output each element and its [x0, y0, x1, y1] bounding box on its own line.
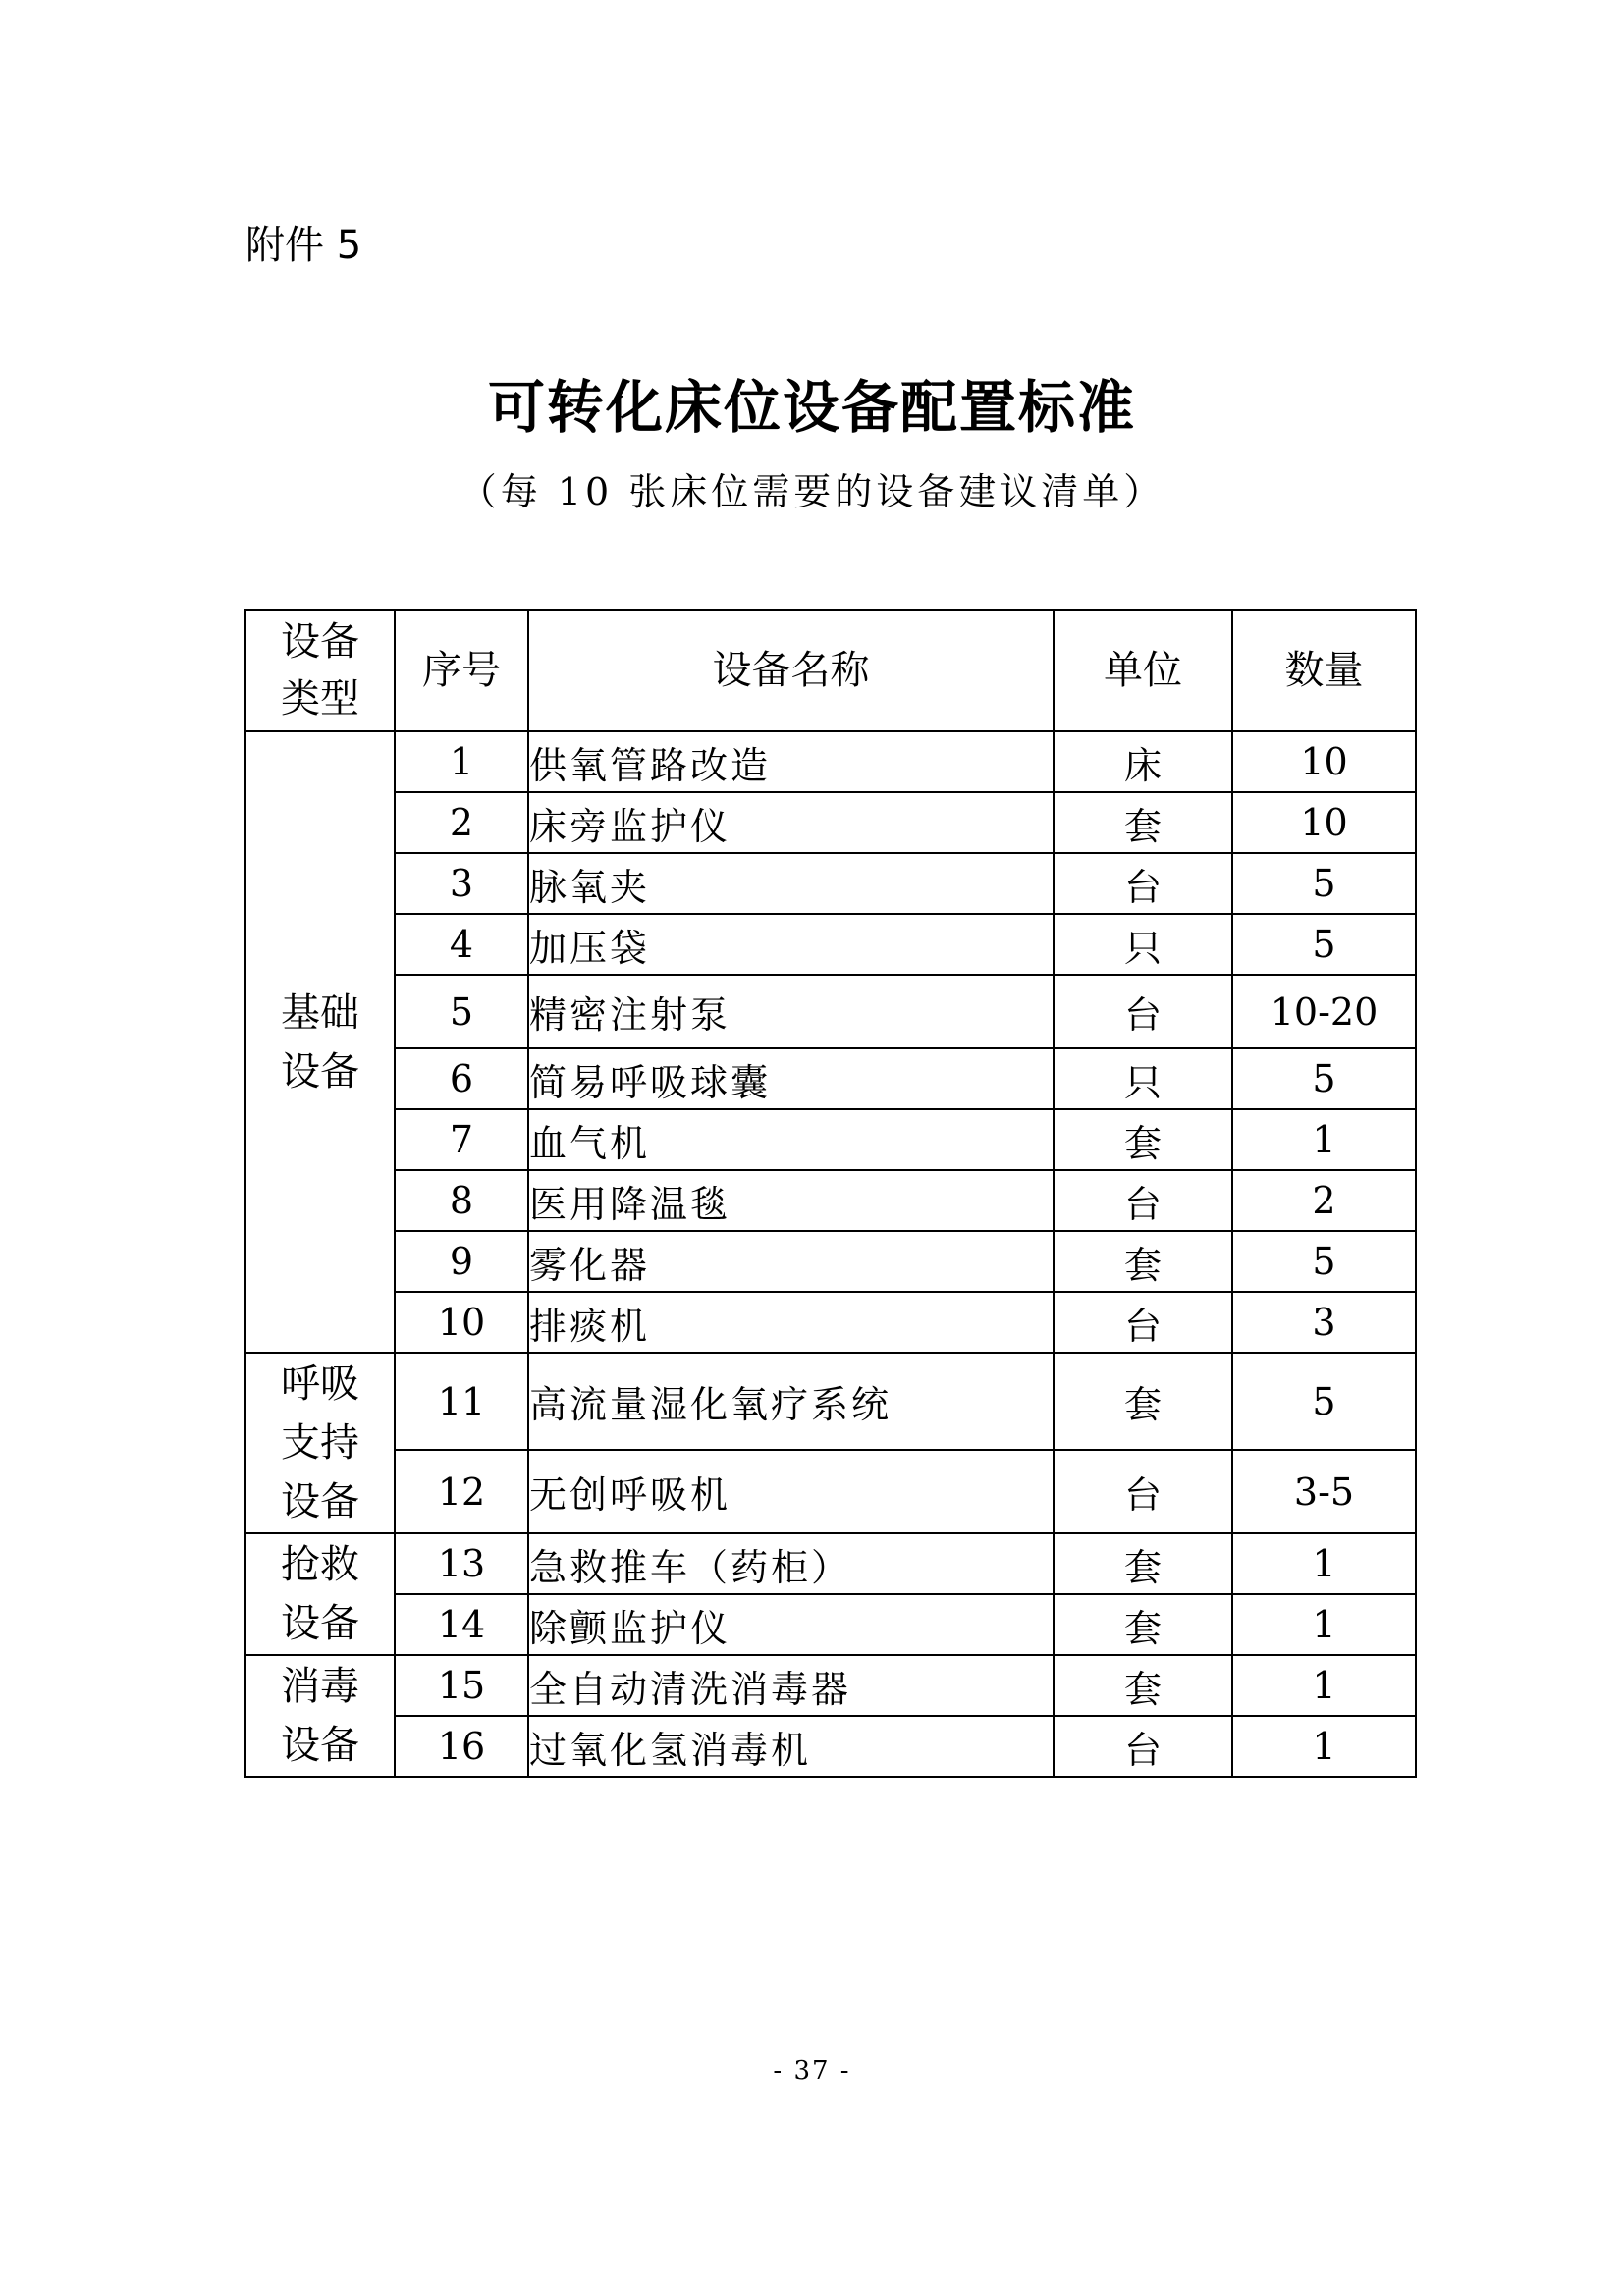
- row-name: 加压袋: [528, 914, 1054, 975]
- row-name: 医用降温毯: [528, 1170, 1054, 1231]
- row-no: 10: [395, 1292, 528, 1353]
- table-row: [245, 1109, 1416, 1170]
- row-no: 2: [395, 792, 528, 853]
- row-qty: 10-20: [1232, 975, 1416, 1048]
- table-row: [245, 1353, 1416, 1450]
- table-row: [245, 1231, 1416, 1292]
- row-no: 8: [395, 1170, 528, 1231]
- header-qty: 数量: [1232, 610, 1416, 731]
- row-unit: 只: [1054, 1048, 1232, 1109]
- row-name: 简易呼吸球囊: [528, 1048, 1054, 1109]
- row-unit: 只: [1054, 914, 1232, 975]
- row-qty: 3: [1232, 1292, 1416, 1353]
- row-qty: 1: [1232, 1594, 1416, 1655]
- row-unit: 套: [1054, 1533, 1232, 1594]
- row-unit: 台: [1054, 975, 1232, 1048]
- table-row: [245, 914, 1416, 975]
- table-row: [245, 1716, 1416, 1777]
- row-no: 7: [395, 1109, 528, 1170]
- row-unit: 套: [1054, 1231, 1232, 1292]
- row-unit: 套: [1054, 792, 1232, 853]
- row-unit: 台: [1054, 1292, 1232, 1353]
- row-qty: 10: [1232, 731, 1416, 792]
- row-name: 床旁监护仪: [528, 792, 1054, 853]
- table-row: [245, 1170, 1416, 1231]
- row-qty: 5: [1232, 1231, 1416, 1292]
- row-unit: 台: [1054, 1170, 1232, 1231]
- row-qty: 5: [1232, 853, 1416, 914]
- header-type: 设备类型: [245, 610, 395, 731]
- table-row: [245, 1450, 1416, 1533]
- table-row: [245, 853, 1416, 914]
- table-row: [245, 1292, 1416, 1353]
- row-unit: 台: [1054, 1716, 1232, 1777]
- page-number: - 37 -: [773, 2056, 851, 2086]
- row-name: 过氧化氢消毒机: [528, 1716, 1054, 1777]
- table-row: [245, 1533, 1416, 1594]
- group-type-cell: 抢救设备: [245, 1533, 395, 1655]
- row-qty: 1: [1232, 1109, 1416, 1170]
- row-unit: 套: [1054, 1594, 1232, 1655]
- row-no: 1: [395, 731, 528, 792]
- table-header-row: [245, 610, 1416, 731]
- attachment-label: 附件 5: [245, 223, 362, 268]
- row-name: 供氧管路改造: [528, 731, 1054, 792]
- row-no: 4: [395, 914, 528, 975]
- page-subtitle: （每 10 张床位需要的设备建议清单）: [459, 470, 1165, 513]
- row-name: 血气机: [528, 1109, 1054, 1170]
- row-unit: 套: [1054, 1353, 1232, 1450]
- row-no: 5: [395, 975, 528, 1048]
- row-unit: 床: [1054, 731, 1232, 792]
- row-no: 16: [395, 1716, 528, 1777]
- row-no: 15: [395, 1655, 528, 1716]
- page-title: 可转化床位设备配置标准: [487, 374, 1136, 441]
- group-type-cell: 消毒设备: [245, 1655, 395, 1777]
- table-row: [245, 792, 1416, 853]
- row-no: 11: [395, 1353, 528, 1450]
- row-no: 12: [395, 1450, 528, 1533]
- row-name: 排痰机: [528, 1292, 1054, 1353]
- row-qty: 1: [1232, 1655, 1416, 1716]
- row-unit: 台: [1054, 853, 1232, 914]
- row-qty: 1: [1232, 1716, 1416, 1777]
- row-name: 除颤监护仪: [528, 1594, 1054, 1655]
- row-qty: 3-5: [1232, 1450, 1416, 1533]
- row-unit: 套: [1054, 1109, 1232, 1170]
- row-no: 13: [395, 1533, 528, 1594]
- row-qty: 2: [1232, 1170, 1416, 1231]
- equipment-table: [244, 609, 1417, 1778]
- row-name: 高流量湿化氧疗系统: [528, 1353, 1054, 1450]
- header-no: 序号: [395, 610, 528, 731]
- row-name: 全自动清洗消毒器: [528, 1655, 1054, 1716]
- row-qty: 1: [1232, 1533, 1416, 1594]
- row-no: 14: [395, 1594, 528, 1655]
- row-qty: 5: [1232, 914, 1416, 975]
- row-name: 精密注射泵: [528, 975, 1054, 1048]
- row-unit: 套: [1054, 1655, 1232, 1716]
- header-unit: 单位: [1054, 610, 1232, 731]
- row-name: 脉氧夹: [528, 853, 1054, 914]
- row-qty: 10: [1232, 792, 1416, 853]
- table-row: [245, 1594, 1416, 1655]
- group-type-cell: 呼吸支持设备: [245, 1353, 395, 1533]
- table-row: [245, 731, 1416, 792]
- group-type-cell: 基础设备: [245, 731, 395, 1353]
- row-no: 6: [395, 1048, 528, 1109]
- row-name: 雾化器: [528, 1231, 1054, 1292]
- row-qty: 5: [1232, 1353, 1416, 1450]
- table-row: [245, 1655, 1416, 1716]
- header-name: 设备名称: [528, 610, 1054, 731]
- row-qty: 5: [1232, 1048, 1416, 1109]
- row-no: 9: [395, 1231, 528, 1292]
- table-row: [245, 1048, 1416, 1109]
- row-name: 无创呼吸机: [528, 1450, 1054, 1533]
- table-row: [245, 975, 1416, 1048]
- row-no: 3: [395, 853, 528, 914]
- row-name: 急救推车（药柜）: [528, 1533, 1054, 1594]
- row-unit: 台: [1054, 1450, 1232, 1533]
